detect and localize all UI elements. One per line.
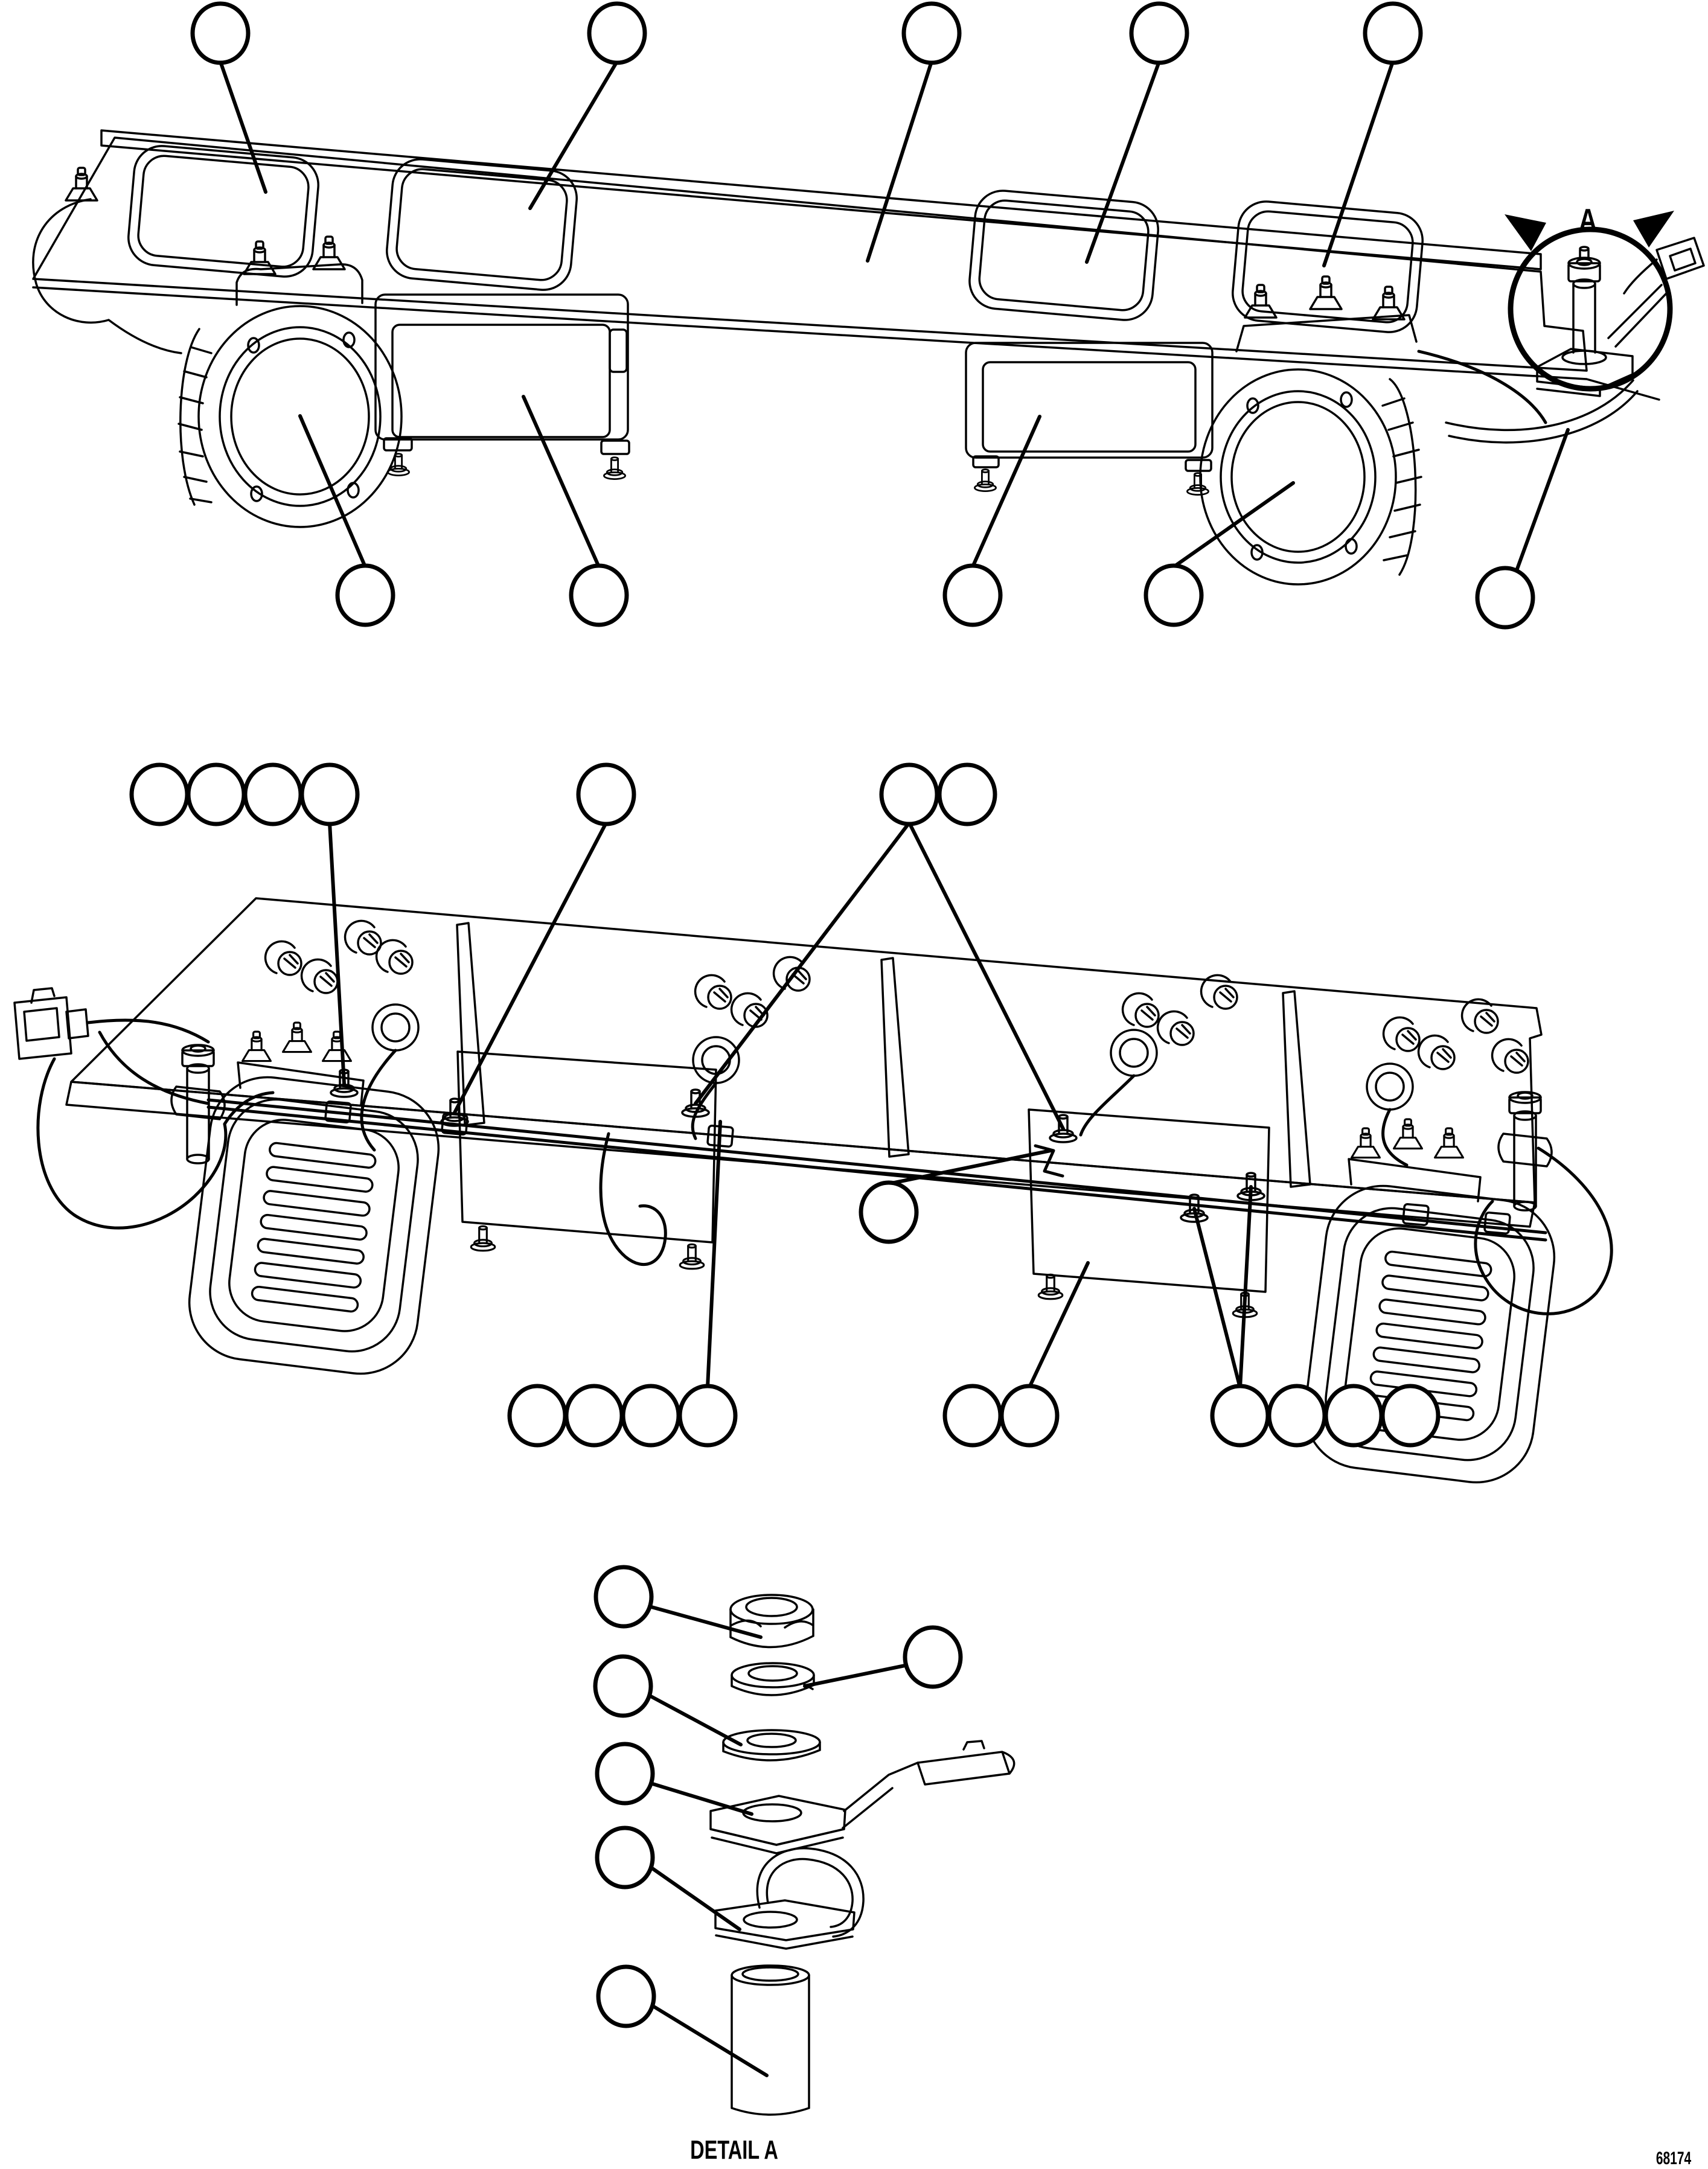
wiring-harness [38,1032,1611,1314]
callout-balloon [596,1567,651,1626]
view2-leaders [330,823,1251,1388]
callout-balloon [597,1744,653,1803]
lock-washer [732,1663,814,1695]
view-rear-assembly [14,765,1611,1489]
divider-fin [1283,991,1310,1187]
detail-a-letter: A [1578,202,1598,238]
view-front-assembly [33,4,1704,627]
callout-balloon [1131,4,1187,63]
figure-number: 68174 [1655,2148,1692,2168]
hex-nut [731,1595,813,1647]
mounting-bracket [711,1741,1014,1853]
callout-balloon [623,1386,679,1445]
spacer-sleeve [732,1966,809,2115]
callout-balloon [578,765,634,824]
view1-leaders [220,62,1568,570]
left-end-harness [33,199,181,353]
loop-clamp [715,1848,863,1949]
callout-balloon [337,566,393,625]
view1-callouts [193,4,1533,627]
callout-balloon [1365,4,1421,63]
detail-a-marker [1505,202,1704,396]
callout-balloon [861,1183,916,1242]
callout-balloon [945,1386,1000,1445]
bar-bottom-flange [66,1082,1535,1227]
callout-balloon [881,765,937,824]
callout-balloon [132,765,187,824]
lens-3 [967,188,1160,322]
callout-balloon [193,4,248,63]
callout-balloon [945,566,1000,625]
divider-fin [881,958,909,1157]
callout-balloon [1146,566,1201,625]
callout-balloon [566,1386,622,1445]
callout-balloon [595,1656,651,1716]
arrow-right-icon [1633,211,1674,248]
callout-balloon [589,4,645,63]
control-box-rear-right [1029,1110,1269,1317]
callout-balloon [1477,568,1533,627]
callout-balloon [1212,1386,1268,1445]
control-box-front-right [966,343,1212,495]
callout-balloon [939,765,995,824]
callout-balloon [1002,1386,1057,1445]
lens-4 [1230,199,1425,334]
flat-washer [723,1730,820,1760]
callout-balloon [1383,1386,1438,1445]
lens-1 [126,144,321,279]
work-lamp-front-left [179,237,401,527]
callout-balloon [188,765,244,824]
callout-balloon [680,1386,735,1445]
callout-balloon [597,1828,653,1887]
callout-balloon [905,1628,961,1687]
control-box-rear-left [458,1052,716,1269]
callout-balloon [302,765,357,824]
work-lamp-front-right [1200,276,1637,584]
callout-balloon [904,4,959,63]
callout-balloon [1326,1386,1381,1445]
detail-a-exploded-view [595,1567,1014,2165]
callout-balloon [245,765,301,824]
detail-a-caption: DETAIL A [690,2135,778,2165]
detail-leaders [651,1607,905,2075]
divider-fin [457,923,484,1125]
callout-balloon [510,1386,565,1445]
control-box-front-left [376,295,629,479]
callout-balloon [571,566,627,625]
callout-balloon [598,1967,654,2026]
callout-balloon [1269,1386,1325,1445]
